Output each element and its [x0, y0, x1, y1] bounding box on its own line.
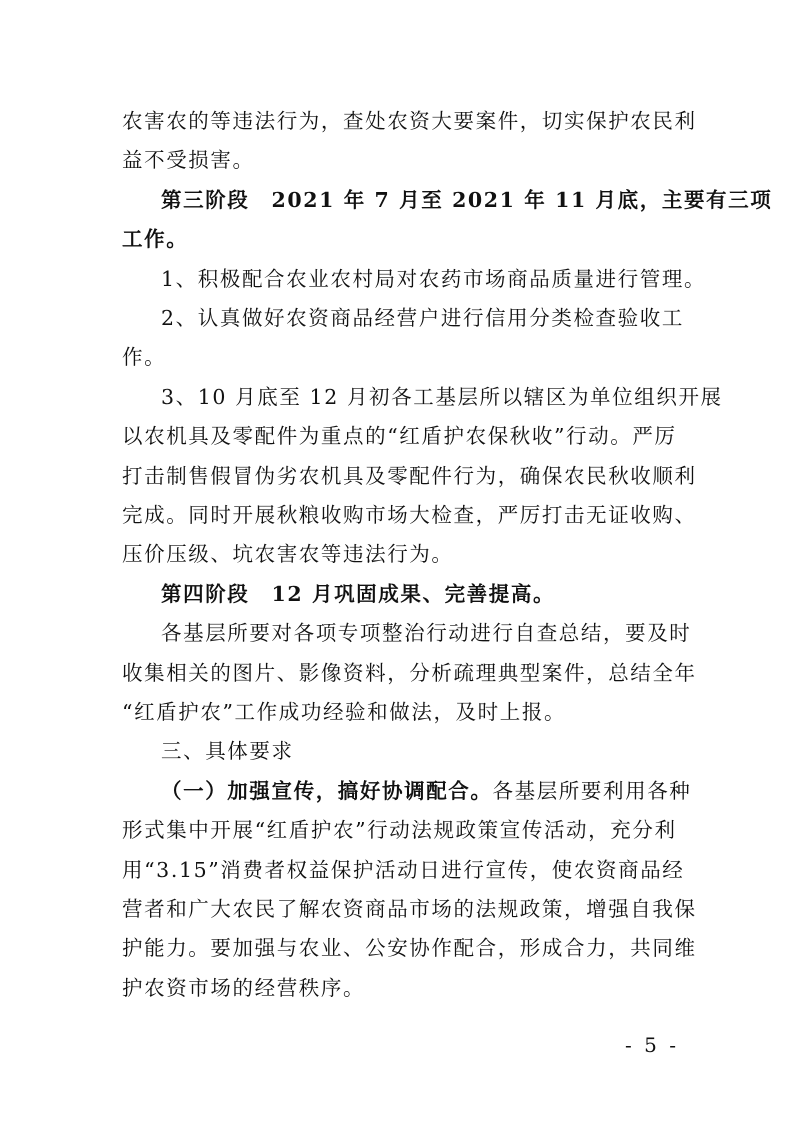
stage-three-heading-line-1: 第三阶段 2021 年 7 月至 2021 年 11 月底，主要有三项 — [161, 188, 773, 212]
stage-three-item-3-line-4: 完成。同时开展秋粮收购市场大检查，严厉打击无证收购、 — [122, 503, 697, 527]
stage-three-item-2-line-1: 2、认真做好农资商品经营户进行信用分类检查验收工 — [161, 306, 684, 330]
stage-four-paragraph-line-1: 各基层所要对各项专项整治行动进行自查总结，要及时 — [161, 621, 692, 645]
stage-four-paragraph-line-3: “红盾护农”工作成功经验和做法，及时上报。 — [122, 700, 567, 724]
requirement-one-heading: （一）加强宣传，搞好协调配合。 — [161, 779, 493, 803]
stage-three-item-3-line-3: 打击制售假冒伪劣农机具及零配件行为，确保农民秋收顺利 — [122, 464, 697, 488]
stage-three-item-3-line-1: 3、10 月底至 12 月初各工基层所以辖区为单位组织开展 — [161, 385, 723, 409]
stage-four-heading: 第四阶段 12 月巩固成果、完善提高。 — [161, 582, 556, 606]
requirement-one-line-3: 用“3.15”消费者权益保护活动日进行宣传，使农资商品经 — [122, 858, 685, 882]
requirement-one-line-5: 护能力。要加强与农业、公安协作配合，形成合力，共同维 — [122, 936, 697, 960]
requirement-one-line-2: 形式集中开展“红盾护农”行动法规政策宣传活动，充分利 — [122, 818, 677, 842]
stage-three-item-1: 1、积极配合农业农村局对农药市场商品质量进行管理。 — [161, 267, 707, 291]
stage-four-paragraph-line-2: 收集相关的图片、影像资料，分析疏理典型案件，总结全年 — [122, 661, 697, 685]
stage-three-item-3-line-2: 以农机具及零配件为重点的“红盾护农保秋收”行动。严厉 — [122, 424, 677, 448]
requirement-one-line-4: 营者和广大农民了解农资商品市场的法规政策，增强自我保 — [122, 897, 697, 921]
requirements-heading: 三、具体要求 — [161, 739, 294, 763]
page-number: - 5 - — [625, 1033, 679, 1057]
stage-three-item-3-line-5: 压价压级、坑农害农等违法行为。 — [122, 542, 454, 566]
paragraph-line-1: 农害农的等违法行为，查处农资大要案件，切实保护农民利 — [122, 109, 697, 133]
paragraph-line-2: 益不受损害。 — [122, 148, 255, 172]
requirement-one-line-1 — [161, 771, 692, 811]
requirement-one-opening-text: 各基层所要利用各种 — [492, 779, 692, 803]
stage-three-item-2-line-2: 作。 — [122, 345, 167, 369]
requirement-one-line-6: 护农资市场的经营秩序。 — [122, 976, 366, 1000]
stage-three-heading-line-2: 工作。 — [122, 227, 189, 251]
